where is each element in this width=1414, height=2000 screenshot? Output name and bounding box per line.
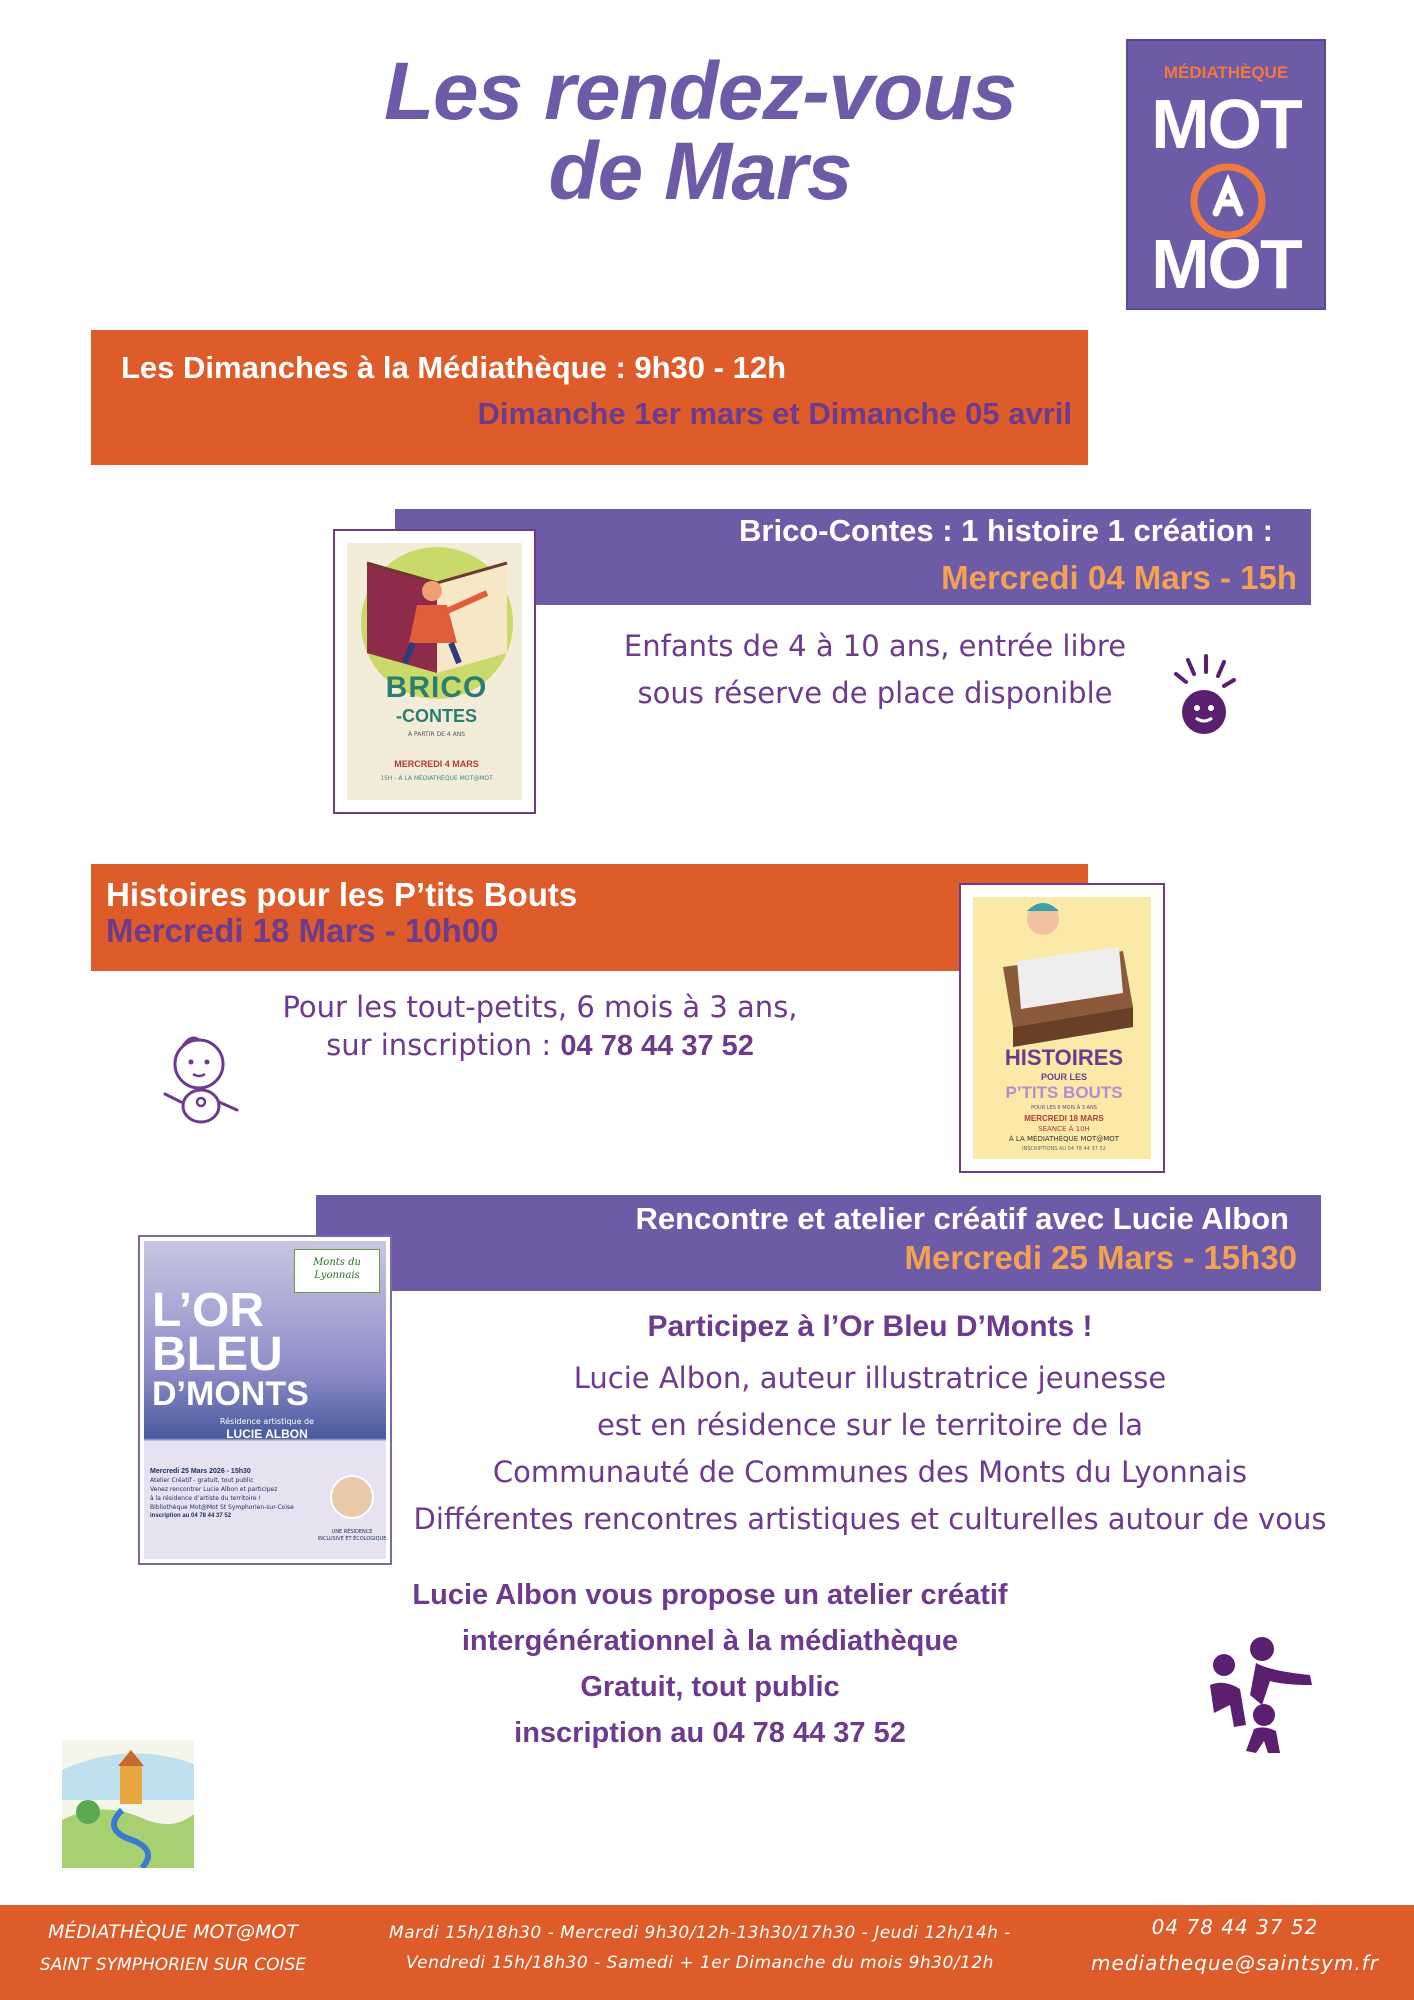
- lucie-poster-sub2: LUCIE ALBON: [226, 1427, 308, 1441]
- footer-hours-2: Vendredi 15h/18h30 - Samedi + 1er Dimanche du mois 9h30/12h: [406, 1953, 994, 1973]
- histoires-desc-prefix: sur inscription :: [326, 1028, 561, 1062]
- lucie-para-2: est en résidence sur le territoire de la: [596, 1408, 1144, 1442]
- lucie-poster-big1: L’OR: [152, 1284, 265, 1337]
- lucie-para-1: Lucie Albon, auteur illustratrice jeunesse: [573, 1361, 1167, 1395]
- lucie-info-4: à la résidence d’artiste du territoire !: [150, 1495, 261, 1502]
- lucie-bold-3: Gratuit, tout public: [580, 1671, 840, 1703]
- lucie-workshop-info: [320, 1572, 1100, 1756]
- lucie-info-3: Venez rencontrer Lucie Albon et participez: [150, 1486, 278, 1493]
- brico-poster: [333, 529, 536, 814]
- footer: [0, 1905, 1414, 2000]
- lucie-tag-1: UNE RÉSIDENCE: [331, 1529, 373, 1535]
- lucie-paragraph: [400, 1355, 1340, 1543]
- lucie-bold-4: inscription au 04 78 44 37 52: [514, 1717, 906, 1749]
- lucie-poster-art: [144, 1241, 386, 1559]
- lucie-para-4: Différentes rencontres artistiques et culturelles autour de vous: [413, 1502, 1327, 1536]
- histoires-poster-word2: POUR LES: [1040, 1072, 1087, 1082]
- lucie-poster-badge: [294, 1249, 380, 1293]
- mediatheque-logo: [1126, 39, 1326, 310]
- histoires-poster-time: SÉANCE À 10H: [1038, 1125, 1090, 1133]
- lucie-bold-2: intergénérationnel à la médiathèque: [461, 1625, 959, 1657]
- histoires-poster-word3: P’TITS BOUTS: [1005, 1083, 1123, 1102]
- histoires-date: Mercredi 18 Mars - 10h00: [106, 912, 499, 949]
- lucie-tag-2: INCLUSIVE ET ÉCOLOGIQUE: [317, 1536, 386, 1542]
- baby-icon: [157, 1030, 247, 1130]
- footer-town: SAINT SYMPHORIEN SUR COISE: [39, 1955, 307, 1975]
- lucie-poster-big2: BLEU: [152, 1328, 283, 1381]
- logo-word-top: MOT: [1151, 85, 1301, 163]
- histoires-poster-age: POUR LES 6 MOIS À 3 ANS: [1031, 1105, 1097, 1111]
- brico-poster-age: À PARTIR DE 4 ANS: [407, 731, 466, 738]
- histoires-poster-word1: HISTOIRES: [1004, 1045, 1124, 1070]
- lucie-date: Mercredi 25 Mars - 15h30: [904, 1239, 1297, 1276]
- lucie-info-2: Atelier Créatif - gratuit, tout public: [150, 1477, 254, 1484]
- brico-poster-word1: BRICO: [385, 671, 488, 704]
- title-line-2: de Mars: [548, 126, 852, 217]
- brico-poster-date: MERCREDI 4 MARS: [394, 759, 479, 769]
- lucie-poster-big3: D’MONTS: [152, 1375, 309, 1413]
- lucie-banner: [316, 1195, 1321, 1291]
- histoires-poster-date: MERCREDI 18 MARS: [1024, 1114, 1104, 1123]
- logo-top-label: MÉDIATHÈQUE: [1163, 63, 1289, 82]
- footer-phone[interactable]: 04 78 44 37 52: [1151, 1915, 1319, 1939]
- lucie-portrait: [330, 1475, 374, 1519]
- village-logo-icon: [62, 1740, 194, 1868]
- lucie-info-1: Mercredi 25 Mars 2026 - 15h30: [150, 1468, 251, 1475]
- sunday-banner: [91, 330, 1088, 465]
- histoires-desc-line-2: [230, 1026, 850, 1065]
- lucie-heading: Participez à l’Or Bleu D’Monts !: [647, 1310, 1093, 1343]
- histoires-banner: [91, 864, 1088, 971]
- brico-desc-line-2: sous réserve de place disponible: [637, 676, 1113, 710]
- title-line-1: Les rendez-vous: [383, 46, 1017, 137]
- brico-poster-word2: -CONTES: [396, 706, 477, 726]
- lucie-bold-1: Lucie Albon vous propose un atelier créatif: [412, 1579, 1008, 1611]
- histoires-poster: [959, 883, 1165, 1173]
- histoires-poster-inscr: INSCRIPTIONS AU 04 78 44 37 52: [1022, 1146, 1106, 1152]
- histoires-description: [230, 988, 850, 1065]
- logo-word-bottom: MOT: [1151, 225, 1301, 303]
- sun-face-icon: [1168, 652, 1238, 742]
- lucie-info-5: Bibliothèque Mot@Mot St Symphorien-sur-Coise: [150, 1504, 294, 1511]
- histoires-poster-place: À LA MÉDIATHÈQUE MOT@MOT: [1008, 1135, 1120, 1143]
- lucie-poster: [138, 1235, 392, 1565]
- footer-name: MÉDIATHÈQUE MOT@MOT: [48, 1921, 298, 1943]
- lucie-badge-line-1: Monts du: [313, 1257, 361, 1268]
- brico-description: [560, 623, 1190, 717]
- page-title: [300, 46, 1100, 217]
- lucie-poster-tag: [314, 1529, 386, 1543]
- footer-hours-1: Mardi 15h/18h30 - Mercredi 9h30/12h-13h30/17h30 - Jeudi 12h/14h -: [389, 1923, 1011, 1943]
- sunday-line-1: Les Dimanches à la Médiathèque : 9h30 - 12h: [121, 350, 787, 385]
- brico-desc-line-1: Enfants de 4 à 10 ans, entrée libre: [623, 629, 1127, 663]
- histoires-desc-line-1: Pour les tout-petits, 6 mois à 3 ans,: [282, 990, 798, 1024]
- family-icon: [1200, 1635, 1320, 1755]
- brico-date: Mercredi 04 Mars - 15h: [941, 559, 1297, 596]
- lucie-poster-sub1: Résidence artistique de: [219, 1417, 315, 1426]
- sunday-line-2: Dimanche 1er mars et Dimanche 05 avril: [477, 396, 1072, 431]
- histoires-phone: 04 78 44 37 52: [560, 1030, 754, 1062]
- lucie-title: Rencontre et atelier créatif avec Lucie Albon: [635, 1201, 1289, 1236]
- lucie-badge-line-2: Lyonnais: [314, 1270, 360, 1281]
- lucie-info-6: inscription au 04 78 44 37 52: [150, 1513, 232, 1519]
- brico-title: Brico-Contes : 1 histoire 1 création :: [739, 513, 1273, 548]
- footer-email[interactable]: mediatheque@saintsym.fr: [1091, 1951, 1379, 1975]
- lucie-poster-info: [150, 1467, 320, 1521]
- brico-poster-place: 15H - À LA MÉDIATHÈQUE MOT@MOT: [380, 775, 493, 782]
- lucie-para-3: Communauté de Communes des Monts du Lyonnais: [492, 1455, 1248, 1489]
- histoires-title: Histoires pour les P’tits Bouts: [106, 876, 578, 913]
